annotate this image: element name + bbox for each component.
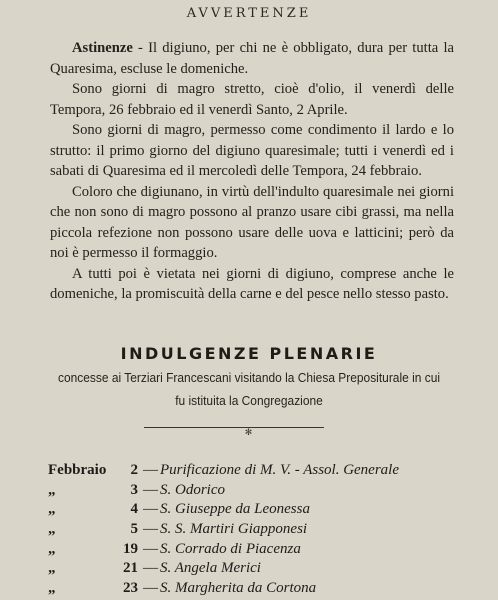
section-subtitle-line1: concesse ai Terziari Francescani visitando la Chiesa Prepositurale in cui xyxy=(57,370,441,385)
paragraph-abstinence xyxy=(50,38,454,79)
feast-day: 2 xyxy=(130,462,138,478)
section-subtitle-line2: fu istituita la Congregazione xyxy=(175,393,323,408)
list-item xyxy=(48,560,468,580)
feast-dash: — xyxy=(143,540,158,557)
feast-dash: — xyxy=(143,501,158,518)
feast-name: S. Corrado di Piacenza xyxy=(160,540,301,557)
feast-name: Purificazione di M. V. - Assol. Generale xyxy=(160,462,400,478)
feast-dash: — xyxy=(143,462,158,478)
list-item xyxy=(48,482,468,502)
ornament-icon: ✻ xyxy=(244,428,254,438)
list-item xyxy=(48,541,468,561)
list-item xyxy=(48,501,468,521)
paragraph-indult: Coloro che digiunano, in virtù dell'indulto quaresimale nei giorni che non sono di magro possono al pranzo usare cibi grassi, ma nella piccola refezione non possono usare delle uova e latticini; però da noi è permesso il formaggio. xyxy=(50,183,454,261)
advisory-text xyxy=(50,38,454,305)
feast-day: 23 xyxy=(123,580,138,597)
feast-day: 19 xyxy=(123,540,138,557)
section-title: INDULGENZE PLENARIE xyxy=(120,344,378,363)
feast-dash: — xyxy=(143,521,158,538)
feast-dash: — xyxy=(143,560,158,577)
feast-day: 5 xyxy=(130,521,138,538)
list-item xyxy=(48,521,468,541)
feast-day: 21 xyxy=(123,560,138,577)
list-item xyxy=(48,580,468,600)
list-item xyxy=(48,462,468,482)
feast-list xyxy=(48,462,468,600)
feast-name: S. Odorico xyxy=(160,481,225,498)
feast-dash: — xyxy=(143,580,158,597)
paragraph-lean-days: Sono giorni di magro, permesso come condimento il lardo e lo strutto: il primo giorno del digiuno quaresimale; tutti i venerdì ed i sabati di Quaresima ed il mercoledì delle Tempora, 24 febbraio. xyxy=(50,122,454,179)
feast-month: „ xyxy=(48,501,56,518)
feast-day: 4 xyxy=(130,501,138,518)
feast-name: S. Angela Merici xyxy=(160,560,261,577)
page-heading: AVVERTENZE xyxy=(186,6,312,21)
feast-day: 3 xyxy=(130,481,138,498)
feast-month: „ xyxy=(48,540,56,557)
paragraph-strict-days: Sono giorni di magro stretto, cioè d'olio, il venerdì delle Tempora, 26 febbraio ed il venerdì Santo, 2 Aprile. xyxy=(50,81,454,118)
feast-month: „ xyxy=(48,580,56,597)
feast-month: „ xyxy=(48,560,56,577)
feast-dash: — xyxy=(143,481,158,498)
feast-month: „ xyxy=(48,481,56,498)
feast-name: S. S. Martiri Giapponesi xyxy=(160,521,308,538)
feast-name: S. Margherita da Cortona xyxy=(160,580,317,597)
feast-month: Febbraio xyxy=(48,462,107,478)
paragraph-prohibition: A tutti poi è vietata nei giorni di digiuno, comprese anche le domeniche, la promiscuità della carne e del pesce nello stesso pasto. xyxy=(50,265,454,302)
feast-name: S. Giuseppe da Leonessa xyxy=(160,501,310,518)
paragraph-body: - Il digiuno, per chi ne è obbligato, dura per tutta la Quaresima, escluse le domeniche. xyxy=(50,40,454,77)
feast-month: „ xyxy=(48,521,56,538)
paragraph-lead: Astinenze xyxy=(72,40,133,56)
